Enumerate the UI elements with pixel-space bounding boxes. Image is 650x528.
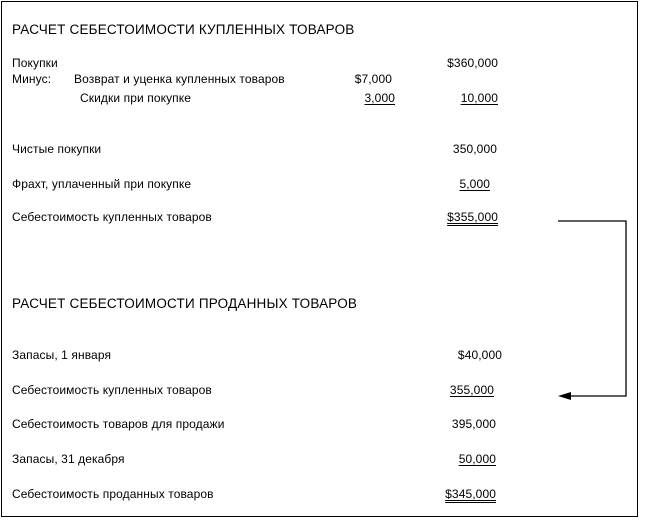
cost-purchased-carry-value: 355,000 — [449, 383, 494, 397]
arrow-head-icon — [558, 392, 571, 400]
cost-purchased-carry-label: Себестоимость купленных товаров — [12, 383, 212, 397]
purchases-value: $360,000 — [447, 56, 498, 70]
net-purchases-label: Чистые покупки — [12, 142, 102, 156]
inventory-jan-label: Запасы, 1 января — [12, 348, 112, 362]
discounts-label: Скидки при покупке — [80, 91, 192, 105]
minus-label: Минус: — [12, 72, 52, 86]
returns-value: $7,000 — [354, 72, 392, 86]
discounts-total: 10,000 — [460, 91, 498, 105]
available-value: 395,000 — [451, 417, 496, 431]
purchases-section-title: РАСЧЕТ СЕБЕСТОИМОСТИ КУПЛЕННЫХ ТОВАРОВ — [12, 22, 355, 37]
discounts-value: 3,000 — [364, 91, 395, 105]
returns-label: Возврат и уценка купленных товаров — [74, 72, 285, 86]
available-label: Себестоимость товаров для продажи — [12, 417, 225, 431]
inventory-dec-value: 50,000 — [458, 452, 496, 466]
inventory-jan-value: $40,000 — [457, 348, 502, 362]
sold-section-title: РАСЧЕТ СЕБЕСТОИМОСТИ ПРОДАННЫХ ТОВАРОВ — [12, 296, 358, 311]
arrow-line — [558, 221, 626, 396]
purchases-label: Покупки — [12, 56, 58, 70]
inventory-dec-label: Запасы, 31 декабря — [12, 452, 125, 466]
net-purchases-value: 350,000 — [452, 142, 497, 156]
cost-purchased-total: $355,000 — [447, 210, 498, 224]
freight-label: Фрахт, уплаченный при покупке — [12, 177, 192, 191]
cost-sold-label: Себестоимость проданных товаров — [12, 487, 214, 501]
freight-value: 5,000 — [459, 177, 490, 191]
cost-purchased-label: Себестоимость купленных товаров — [12, 210, 212, 224]
cost-sold-total: $345,000 — [445, 487, 496, 501]
